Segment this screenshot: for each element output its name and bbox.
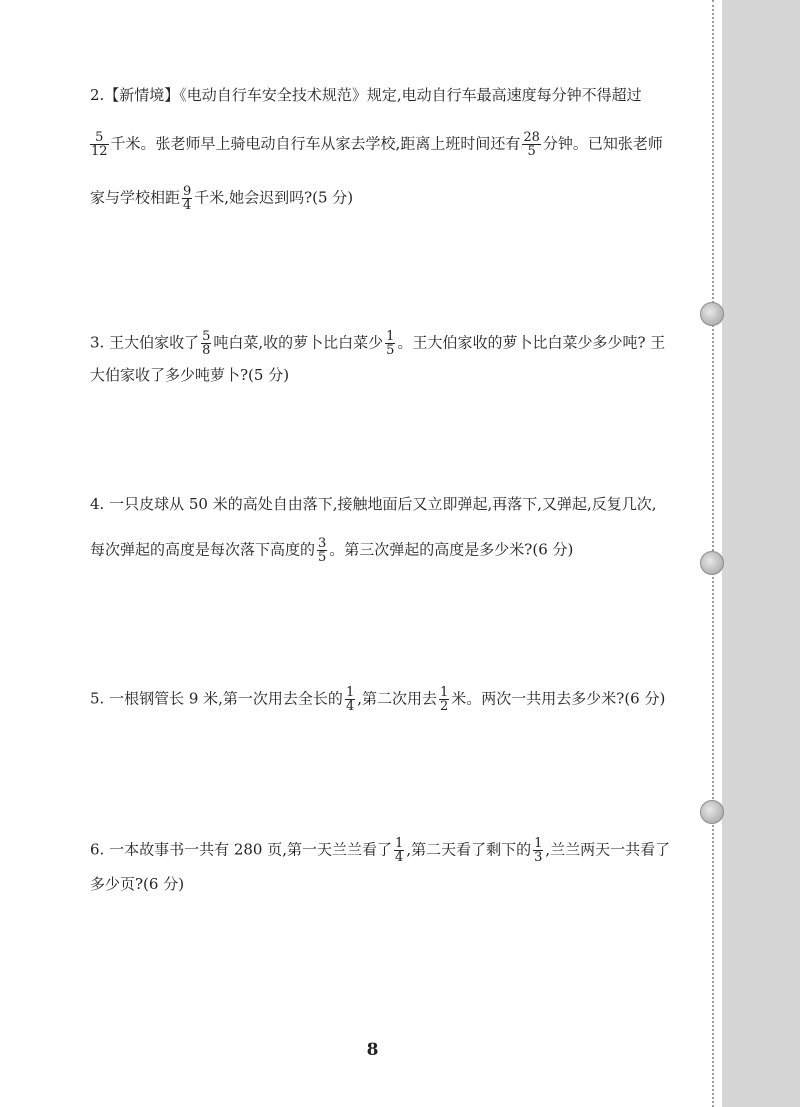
problem-text: 千米。张老师早上骑电动自行车从家去学校,距离上班时间还有 xyxy=(110,134,521,153)
problem-text: 家与学校相距 xyxy=(90,188,181,207)
problem-line xyxy=(90,88,642,103)
fraction-numerator: 28 xyxy=(523,130,540,145)
problem-text: ,兰兰两天一共看了 xyxy=(545,840,671,859)
problem-line xyxy=(90,131,663,158)
problem-text: 分钟。已知张老师 xyxy=(542,134,663,153)
binding-hole-icon xyxy=(700,302,724,326)
fraction-denominator: 4 xyxy=(345,699,355,714)
fraction xyxy=(385,330,395,357)
fraction-denominator: 5 xyxy=(386,343,395,358)
fraction xyxy=(394,837,404,864)
problem-text: 2.【新情境】《电动自行车安全技术规范》规定,电动自行车最高速度每分钟不得超过 xyxy=(90,86,642,104)
binding-hole-icon xyxy=(700,800,724,824)
fraction xyxy=(317,537,327,564)
fraction-numerator: 9 xyxy=(183,184,192,199)
problem-text: 每次弹起的高度是每次落下高度的 xyxy=(90,540,316,559)
problem-text: 米。两次一共用去多少米?(6 分) xyxy=(451,689,666,708)
fraction-denominator: 5 xyxy=(527,144,536,159)
fraction xyxy=(533,837,543,864)
problem-text: 5. 一根钢管长 9 米,第一次用去全长的 xyxy=(90,689,343,708)
fraction-denominator: 5 xyxy=(318,550,327,565)
fraction xyxy=(345,686,355,713)
fraction-numerator: 5 xyxy=(202,329,211,344)
problem-text: 千米,她会迟到吗?(5 分) xyxy=(194,188,354,207)
fraction-numerator: 3 xyxy=(318,536,327,551)
fraction-denominator: 3 xyxy=(534,850,543,865)
fraction-denominator: 8 xyxy=(202,343,211,358)
problem-line xyxy=(90,185,353,212)
binding-strip xyxy=(722,0,800,1107)
problem-line xyxy=(90,837,670,864)
problem-text: 多少页?(6 分) xyxy=(90,875,185,893)
fraction-denominator: 12 xyxy=(91,144,108,159)
problem-text: 4. 一只皮球从 50 米的高处自由落下,接触地面后又立即弹起,再落下,又弹起,反复几次, xyxy=(90,495,657,513)
problem-text: 大伯家收了多少吨萝卜?(5 分) xyxy=(90,366,290,384)
fraction-numerator: 1 xyxy=(386,329,395,344)
problem-text: 。王大伯家收的萝卜比白菜少多少吨? 王 xyxy=(397,333,666,352)
problem-line xyxy=(90,686,665,713)
problem-line xyxy=(90,537,573,564)
fraction xyxy=(201,330,211,357)
problem-text: 。第三次弹起的高度是多少米?(6 分) xyxy=(329,540,574,559)
problem-text: ,第二天看了剩下的 xyxy=(406,840,532,859)
problem-line xyxy=(90,368,289,383)
problem-line xyxy=(90,497,657,512)
problem-line xyxy=(90,330,665,357)
fraction-numerator: 5 xyxy=(90,131,109,145)
page-number: 8 xyxy=(366,1040,379,1060)
fraction-denominator: 4 xyxy=(395,850,404,865)
fraction-numerator: 1 xyxy=(534,836,543,851)
fraction-denominator: 4 xyxy=(183,198,192,213)
fraction xyxy=(90,131,109,158)
fraction xyxy=(522,131,541,158)
fraction xyxy=(182,185,192,212)
fraction-numerator: 1 xyxy=(440,685,449,700)
fraction-denominator: 2 xyxy=(440,699,449,714)
fraction-numerator: 1 xyxy=(395,836,404,851)
problem-text: 6. 一本故事书一共有 280 页,第一天兰兰看了 xyxy=(90,840,393,859)
fraction-numerator: 1 xyxy=(345,685,355,700)
problem-text: 3. 王大伯家收了 xyxy=(90,333,200,352)
problem-line xyxy=(90,877,184,892)
fraction xyxy=(439,686,449,713)
problem-text: 吨白菜,收的萝卜比白菜少 xyxy=(213,333,384,352)
problem-text: ,第二次用去 xyxy=(357,689,437,708)
binding-hole-icon xyxy=(700,551,724,575)
